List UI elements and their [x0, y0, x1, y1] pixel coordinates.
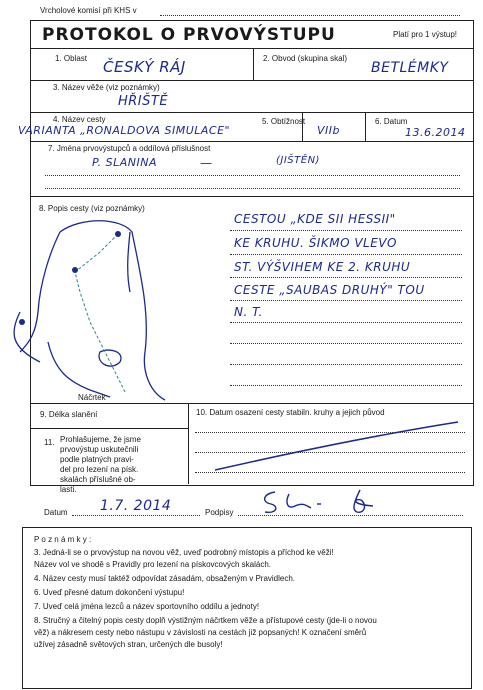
field-4-label: 4. Název cesty: [53, 115, 106, 124]
sketch-label: Náčrtek: [78, 393, 106, 402]
route-sketch: [0, 212, 230, 407]
note-item: Název vol ve shodě s Pravidly pro lezení na pískovcových skalách.: [34, 560, 272, 569]
declaration-line-3: podle platných pravi-: [60, 455, 134, 464]
declaration-line-4: del pro lezení na písk.: [60, 465, 139, 474]
committee-line: [160, 15, 460, 16]
divider: [30, 112, 473, 113]
field-9-label: 9. Délka slanění: [40, 410, 98, 419]
note-item: věž) a nákresem cesty nebo nástupu v závislosti na cestách již popsaných! K označení směrů: [34, 628, 367, 637]
declaration-line-1: Prohlašujeme, že jsme: [60, 435, 141, 444]
committee-label: Vrcholové komisí při KHS v: [40, 6, 137, 15]
field-6-value: 13.6.2014: [405, 126, 466, 139]
route-line-3: ST. VÝŠVIHEM KE 2. KRUHU: [234, 260, 411, 274]
write-line: [230, 385, 462, 386]
declaration-line-6: lasti.: [60, 485, 77, 494]
write-line: [230, 300, 462, 301]
write-line: [45, 188, 460, 189]
field-3-label: 3. Název věže (viz poznámky): [53, 83, 160, 92]
field-1-value: ČESKÝ RÁJ: [103, 58, 186, 76]
field-2-value: BETLÉMKY: [371, 60, 449, 76]
note-item: 3. Jedná-li se o prvovýstup na novou věž, uveď podrobný místopis a příchod ke věži!: [34, 548, 334, 557]
write-line: [45, 175, 460, 176]
route-line-5: N. T.: [234, 305, 263, 319]
field-7-label: 7. Jména prvovýstupců a oddílová příslušnost: [48, 144, 211, 153]
date-label: Datum: [44, 508, 68, 517]
field-1-label: 1. Oblast: [55, 54, 88, 63]
field-7-name: P. SLANINA: [92, 156, 157, 169]
field-5-value: VIIb: [317, 124, 340, 137]
divider: [30, 428, 188, 429]
divider: [30, 403, 473, 404]
divider: [30, 196, 473, 197]
signatures-label: Podpisy: [205, 508, 234, 517]
divider: [30, 80, 473, 81]
note-item: 6. Uveď přesné datum dokončení výstupu!: [34, 588, 185, 597]
divider: [30, 141, 473, 142]
field-10-label: 10. Datum osazení cesty stabiln. kruhy a jejich původ: [196, 408, 385, 417]
divider: [253, 48, 254, 80]
field-6-label: 6. Datum: [375, 117, 408, 126]
divider: [30, 48, 473, 49]
divider: [302, 112, 303, 141]
page-title: PROTOKOL O PRVOVÝSTUPU: [42, 25, 336, 45]
write-line: [230, 230, 462, 231]
declaration-line-5: skalách příslušné ob-: [60, 475, 136, 484]
write-line: [72, 515, 200, 516]
field-7-dash: —: [200, 156, 213, 170]
field-2-label: 2. Obvod (skupina skal): [263, 54, 348, 63]
signature: [255, 486, 395, 518]
divider: [188, 403, 189, 484]
field-3-value: HŘIŠTĚ: [118, 94, 169, 109]
notes-heading: P o z n á m k y :: [34, 535, 92, 544]
write-line: [230, 343, 462, 344]
field-11-number: 11.: [44, 438, 55, 447]
route-line-1: CESTOU „KDE SII HESSII": [234, 212, 396, 226]
valid-note: Platí pro 1 výstup!: [393, 30, 458, 39]
field-7-club: (JIŠTĚN): [276, 155, 320, 166]
date-value: 1.7. 2014: [100, 498, 172, 514]
route-line-4: CESTE „SAUBAS DRUHÝ" TOU: [234, 283, 425, 297]
field-5-label: 5. Obtížnost: [262, 117, 306, 126]
declaration-line-2: prvovýstup uskutečnili: [60, 445, 139, 454]
write-line: [230, 277, 462, 278]
strike-through-mark: [210, 418, 465, 478]
note-item: 4. Název cesty musí taktéž odpovídat zásadám, obsaženým v Pravidlech.: [34, 574, 296, 583]
route-line-2: KE KRUHU. ŠIKMO VLEVO: [234, 236, 397, 250]
write-line: [230, 254, 462, 255]
note-item: 7. Uveď celá jména lezců a název sportovního oddílu a jednoty!: [34, 602, 260, 611]
note-item: užívej zásadně světových stran, určených dle busoly!: [34, 640, 223, 649]
note-item: 8. Stručný a čitelný popis cesty doplň výstižným náčrtkem věže a přístupové cesty (jde-li o novou: [34, 616, 377, 625]
field-8-label: 8. Popis cesty (viz poznámky): [39, 204, 145, 213]
write-line: [230, 364, 462, 365]
write-line: [230, 322, 462, 323]
divider: [365, 112, 366, 141]
field-4-value: VARIANTA „RONALDOVA SIMULACE": [18, 124, 231, 137]
